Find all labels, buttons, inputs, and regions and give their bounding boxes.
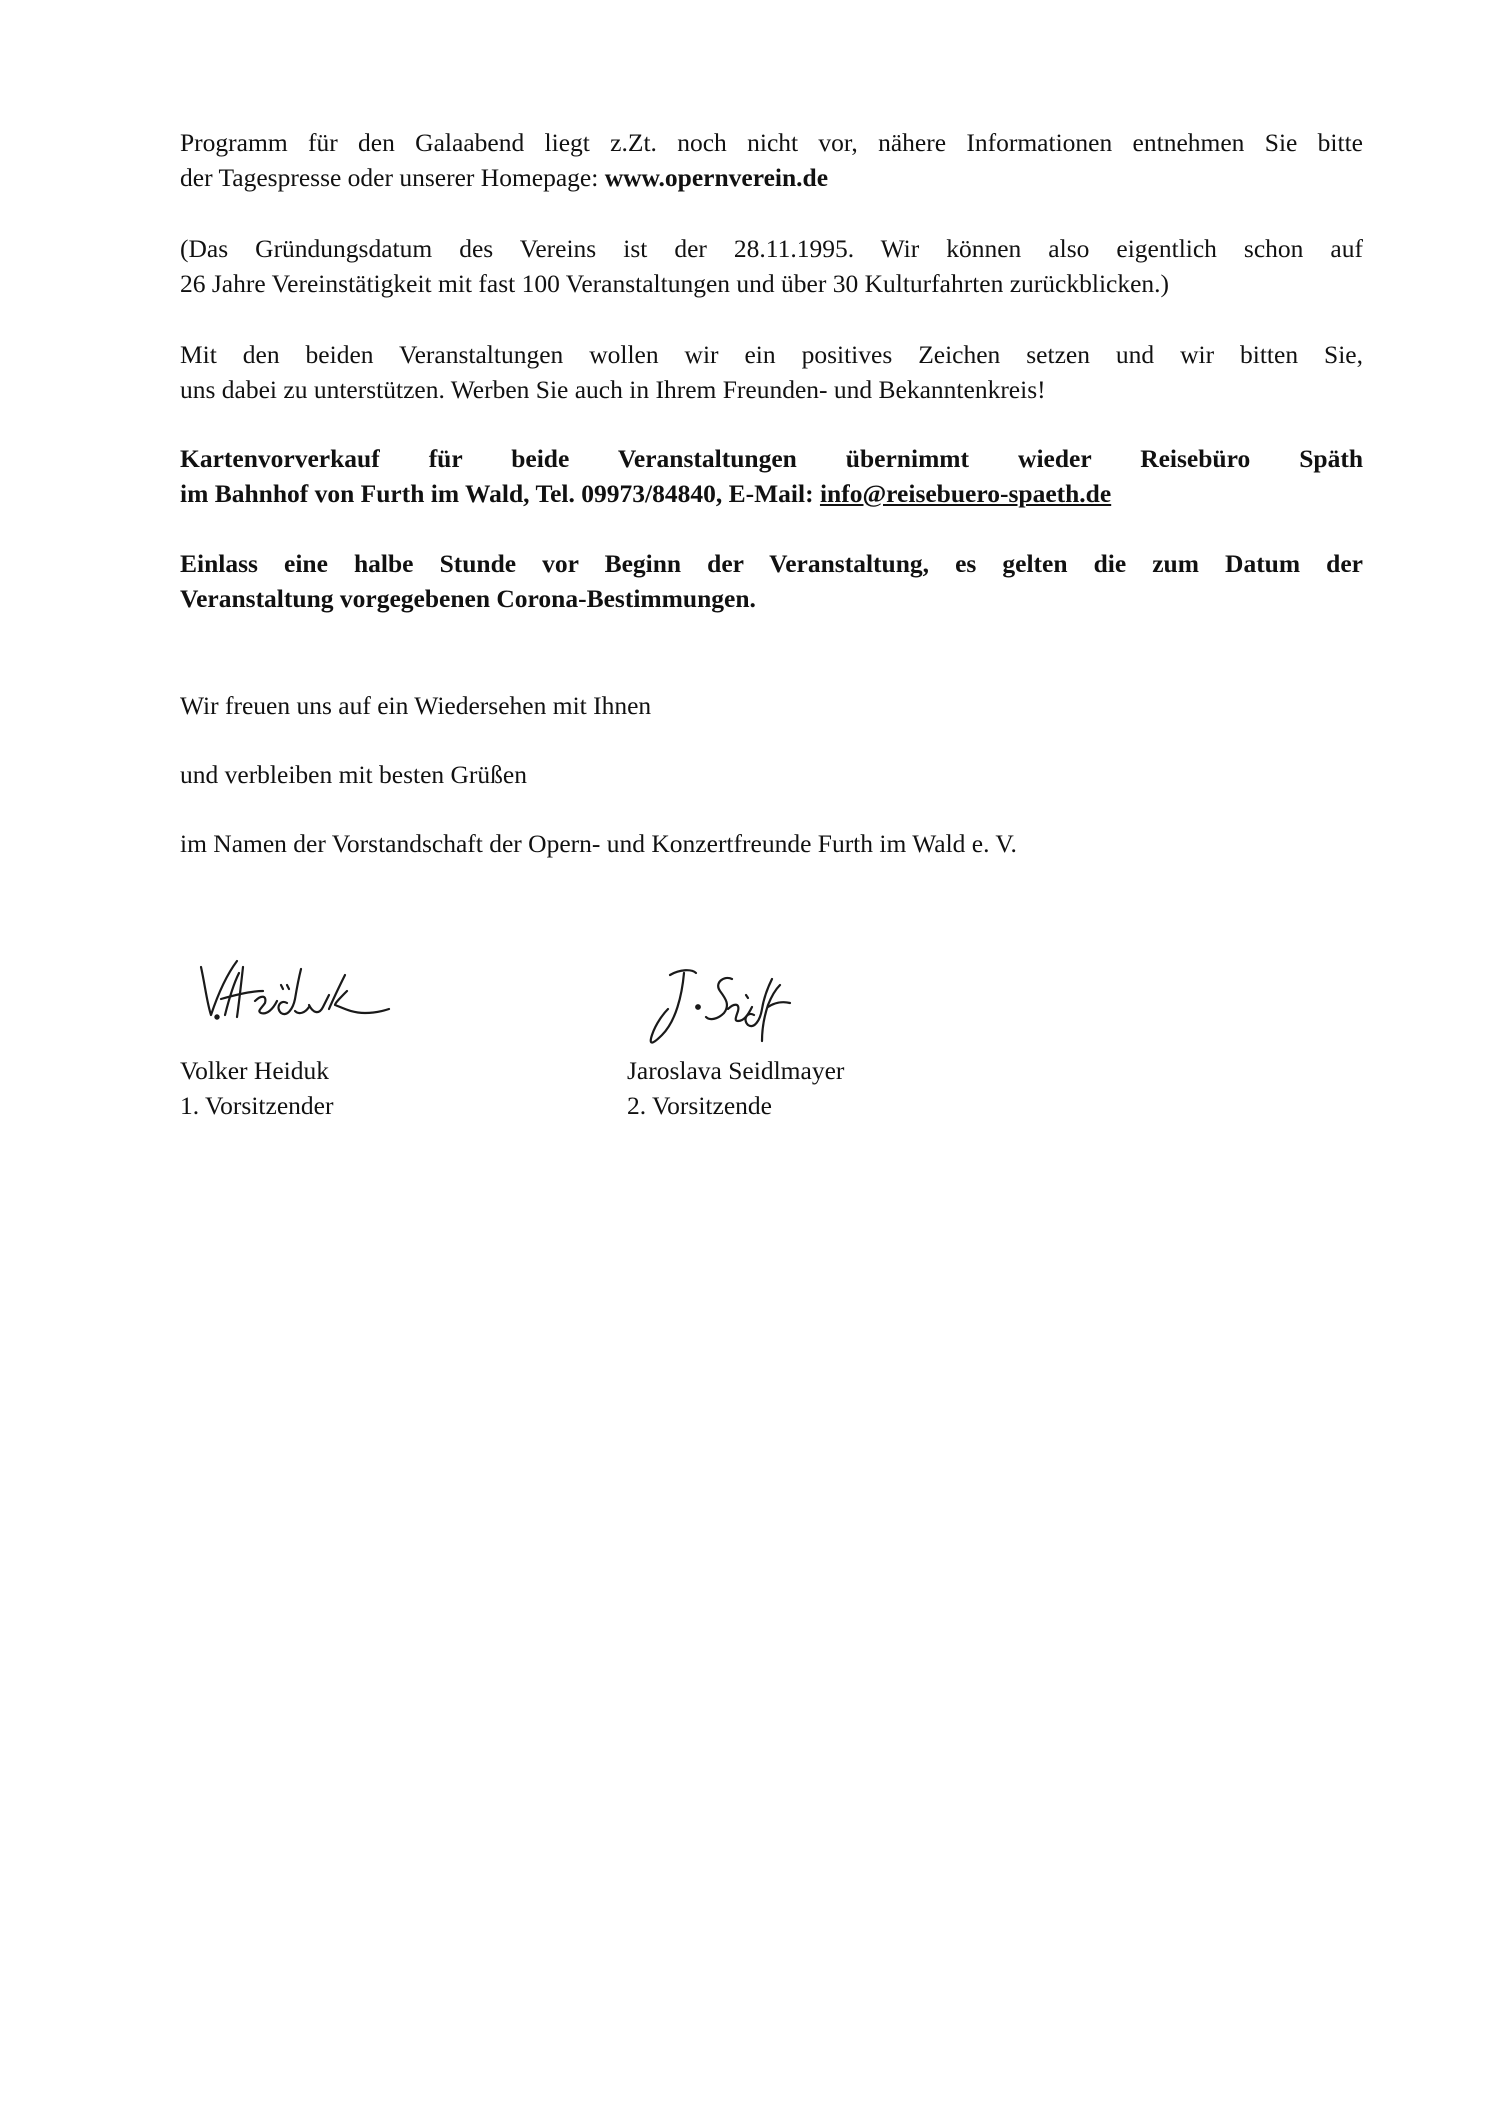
signer-2-name: Jaroslava Seidlmayer bbox=[627, 1056, 845, 1085]
program-info-paragraph bbox=[180, 125, 1363, 195]
signer-2 bbox=[627, 1053, 844, 1123]
email-link[interactable]: info@reisebuero-spaeth.de bbox=[819, 479, 1112, 508]
closing-line-1: Wir freuen uns auf ein Wiedersehen mit Ihnen bbox=[180, 691, 652, 720]
closing-line-2: und verbleiben mit besten Grüßen bbox=[180, 760, 527, 789]
founding-line-2: 26 Jahre Vereinstätigkeit mit fast 100 Veranstaltungen und über 30 Kulturfahrten zurückblicken.) bbox=[180, 269, 1170, 298]
signer-1-role: 1. Vorsitzender bbox=[180, 1091, 334, 1120]
signer-2-role: 2. Vorsitzende bbox=[627, 1091, 772, 1120]
presale-line-2 bbox=[180, 476, 1363, 511]
signature-volker-heiduk bbox=[195, 955, 395, 1035]
signer-1 bbox=[180, 1053, 333, 1123]
admission-line-1: Einlass eine halbe Stunde vor Beginn der Veranstaltung, es gelten die zum Datum der bbox=[180, 549, 1363, 578]
founding-paragraph bbox=[180, 231, 1363, 301]
support-paragraph bbox=[180, 337, 1363, 407]
presale-line-2-text: im Bahnhof von Furth im Wald, Tel. 09973/84840, E-Mail: bbox=[180, 479, 820, 508]
presale-paragraph bbox=[180, 441, 1363, 511]
founding-line-1: (Das Gründungsdatum des Vereins ist der 28.11.1995. Wir können also eigentlich schon auf bbox=[180, 234, 1363, 263]
support-line-1: Mit den beiden Veranstaltungen wollen wir ein positives Zeichen setzen und wir bitten Sie, bbox=[180, 340, 1363, 369]
closing-line-3: im Namen der Vorstandschaft der Opern- und Konzertfreunde Furth im Wald e. V. bbox=[180, 829, 1017, 858]
program-info-line-2-text: der Tagespresse oder unserer Homepage: bbox=[180, 163, 605, 192]
admission-line-2: Veranstaltung vorgegebenen Corona-Bestimmungen. bbox=[180, 584, 756, 613]
signer-1-name: Volker Heiduk bbox=[180, 1056, 329, 1085]
support-line-2: uns dabei zu unterstützen. Werben Sie auch in Ihrem Freunden- und Bekanntenkreis! bbox=[180, 375, 1046, 404]
presale-line-1: Kartenvorverkauf für beide Veranstaltungen übernimmt wieder Reisebüro Späth bbox=[180, 444, 1363, 473]
signature-jaroslava-seidlmayer bbox=[640, 965, 810, 1065]
program-info-line-2 bbox=[180, 160, 1363, 195]
website-link[interactable]: www.opernverein.de bbox=[604, 163, 829, 192]
admission-paragraph bbox=[180, 546, 1363, 616]
program-info-line-1: Programm für den Galaabend liegt z.Zt. noch nicht vor, nähere Informationen entnehmen Sie bitte bbox=[180, 128, 1363, 157]
